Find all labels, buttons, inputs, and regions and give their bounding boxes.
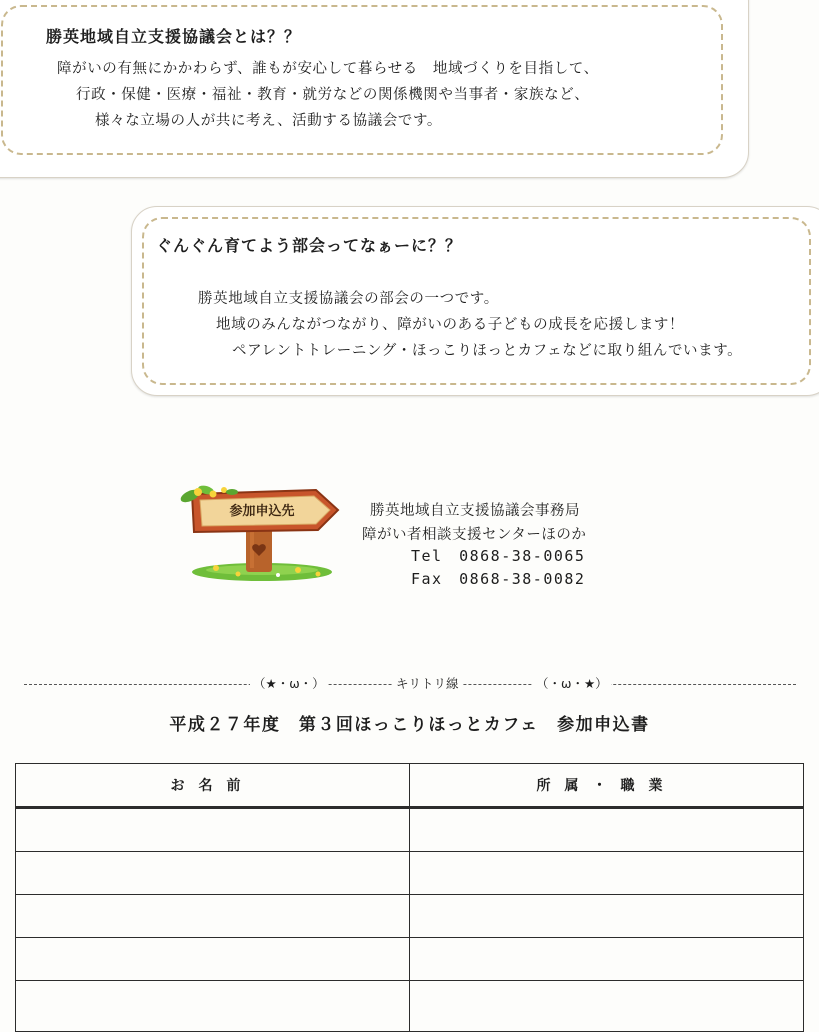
fax-number: Fax 0868-38-0082 xyxy=(411,570,586,588)
name-cell[interactable] xyxy=(16,895,410,938)
form-title: 平成２７年度 第３回ほっこりほっとカフェ 参加申込書 xyxy=(169,715,650,735)
affiliation-cell[interactable] xyxy=(410,808,804,852)
subcommittee-line-3: ペアレントトレーニング・ほっこりほっとカフェなどに取り組んでいます。 xyxy=(232,343,743,359)
about-council-line-2: 行政・保健・医療・福祉・教育・就労などの関係機関や当事者・家族など、 xyxy=(76,87,590,103)
table-row xyxy=(16,808,804,852)
affiliation-cell[interactable] xyxy=(410,938,804,981)
office-name: 勝英地域自立支援協議会事務局 xyxy=(370,503,580,519)
about-council-box xyxy=(0,0,749,178)
column-header-affiliation: 所属・職業 xyxy=(410,764,804,808)
about-council-title: 勝英地域自立支援協議会とは？？ xyxy=(46,27,302,46)
signpost-illustration xyxy=(178,484,343,584)
cut-line-label: キリトリ線 xyxy=(393,674,462,692)
name-cell[interactable] xyxy=(16,852,410,895)
cut-line-right-face: （・ω・★） xyxy=(533,674,611,692)
table-row xyxy=(16,852,804,895)
about-council-line-1: 障がいの有無にかかわらず、誰もが安心して暮らせる 地域づくりを目指して、 xyxy=(57,61,599,77)
signpost-label: 参加申込先 xyxy=(229,504,295,519)
about-council-line-3: 様々な立場の人が共に考え、活動する協議会です。 xyxy=(95,113,443,129)
tel-number: Tel 0868-38-0065 xyxy=(411,547,586,565)
signpost-icon xyxy=(178,484,343,584)
subcommittee-title: ぐんぐん育てよう部会ってなぁーに？？ xyxy=(156,236,463,255)
table-row xyxy=(16,938,804,981)
center-name: 障がい者相談支援センターほのか xyxy=(362,527,587,543)
cut-line-left-face: （★・ω・） xyxy=(250,674,328,692)
affiliation-cell[interactable] xyxy=(410,895,804,938)
name-cell[interactable] xyxy=(16,808,410,852)
subcommittee-box xyxy=(131,206,819,396)
affiliation-cell[interactable] xyxy=(410,852,804,895)
table-header-row xyxy=(16,764,804,808)
name-cell[interactable] xyxy=(16,938,410,981)
subcommittee-line-1: 勝英地域自立支援協議会の部会の一つです。 xyxy=(198,291,499,307)
registration-table xyxy=(15,763,804,1032)
subcommittee-line-2: 地域のみんながつながり、障がいのある子どもの成長を応援します！ xyxy=(216,317,685,333)
column-header-name: お名前 xyxy=(16,764,410,808)
table-row xyxy=(16,895,804,938)
